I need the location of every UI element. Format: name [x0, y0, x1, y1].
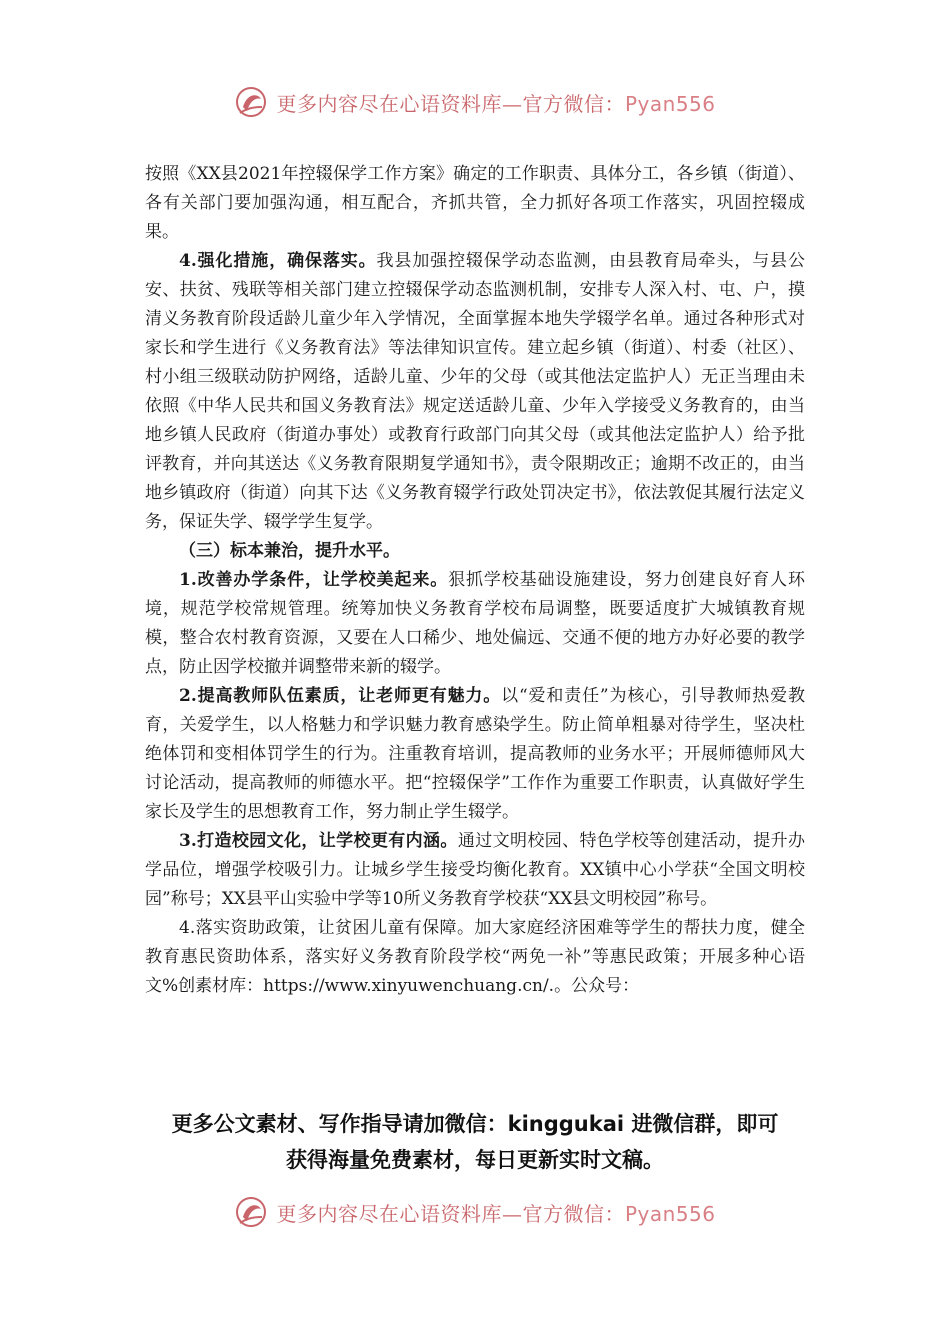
- paragraph-5: 3.打造校园文化，让学校更有内涵。通过文明校园、特色学校等创建活动，提升办学品位，增强学校吸引力。让城乡学生接受均衡化教育。XX镇中心小学获“全国文明校园”称号；XX县平山实验中学等10所义务教育学校获“XX县文明校园”称号。: [145, 831, 806, 909]
- banner-wechat-id: Pyan556: [624, 91, 716, 116]
- paragraph-1: 按照《XX县2021年控辍保学工作方案》确定的工作职责、具体分工，各乡镇（街道）、各有关部门要加强沟通，相互配合，齐抓共管，全力抓好各项工作落实，巩固控辍成果。: [145, 164, 805, 242]
- banner-wechat-id: Pyan556: [624, 1201, 716, 1226]
- banner-text: 更多内容尽在心语资料库—官方微信：Pyan556: [276, 91, 716, 116]
- section-heading: （三）标本兼治，提升水平。: [179, 541, 400, 561]
- paragraph-2: 4.强化措施，确保落实。我县加强控辍保学动态监测，由县教育局牵头，与县公安、扶贫、残联等相关部门建立控辍保学动态监测机制，安排专人深入村、屯、户，摸清义务教育阶段适龄儿童少年入学情况，全面掌握本地失学辍学名单。通过各种形式对家长和学生进行《义务教育法》等法律知识宣传。建立起乡镇（街道）、村委（社区）、村小组三级联动防护网络，适龄儿童、少年的父母（或其他法定监护人）无正当理由未依照《中华人民共和国义务教育法》规定送适龄儿童、少年入学接受义务教育的，由当地乡镇人民政府（街道办事处）或教育行政部门向其父母（或其他法定监护人）给予批评教育，并向其送达《义务教育限期复学通知书》，责令限期改正；逾期不改正的，由当地乡镇政府（街道）向其下达《义务教育辍学行政处罚决定书》，依法敦促其履行法定义务，保证失学、辍学学生复学。: [145, 251, 806, 532]
- brand-logo-icon: [234, 1195, 268, 1229]
- promo-callout: [0, 1106, 950, 1178]
- paragraph-6: 4.落实资助政策，让贫困儿童有保障。加大家庭经济困难等学生的帮扶力度，健全教育惠民资助体系，落实好义务教育阶段学校“两免一补”等惠民政策；开展多种心语文%创素材库：https://www.xinyuwenchuang.cn/.。公众号：: [145, 918, 805, 996]
- paragraph-4: 2.提高教师队伍素质，让老师更有魅力。以“爱和责任”为核心，引导教师热爱教育，关爱学生，以人格魅力和学识魅力教育感染学生。防止简单粗暴对待学生，坚决杜绝体罚和变相体罚学生的行为。注重教育培训，提高教师的业务水平；开展师德师风大讨论活动，提高教师的师德水平。把“控辍保学”工作作为重要工作职责，认真做好学生家长及学生的思想教育工作，努力制止学生辍学。: [145, 686, 805, 822]
- promo-line-1: 更多公文素材、写作指导请加微信：kinggukai 进微信群，即可: [171, 1112, 779, 1136]
- brand-logo-icon: [234, 85, 268, 119]
- paragraph-3: 1.改善办学条件，让学校美起来。狠抓学校基础设施建设，努力创建良好育人环境，规范学校常规管理。统筹加快义务教育学校布局调整，既要适度扩大城镇教育规模，整合农村教育资源，又要在人口稀少、地处偏远、交通不便的地方办好必要的教学点，防止因学校撤并调整带来新的辍学。: [145, 570, 805, 677]
- footer-banner: [0, 1192, 950, 1232]
- header-banner: [0, 82, 950, 122]
- banner-text: 更多内容尽在心语资料库—官方微信：Pyan556: [276, 1201, 716, 1226]
- document-body: [145, 160, 805, 1001]
- promo-line-2: 获得海量免费素材，每日更新实时文稿。: [286, 1148, 664, 1172]
